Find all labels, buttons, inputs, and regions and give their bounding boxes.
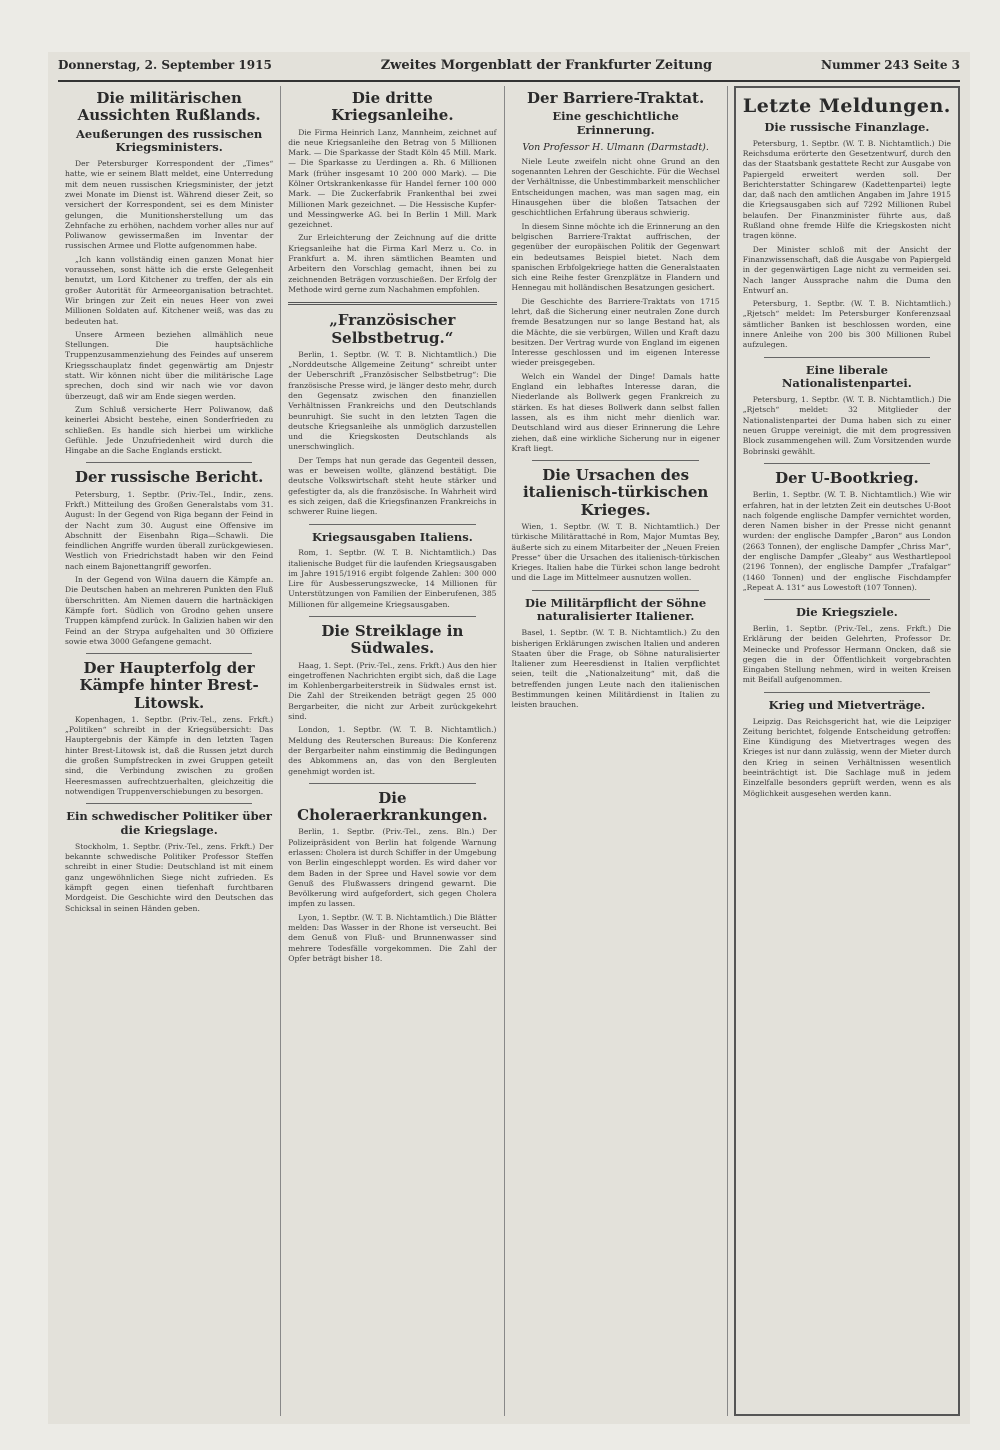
divider xyxy=(764,357,931,358)
subheadline: Aeußerungen des russischen Kriegsministers. xyxy=(76,126,263,155)
headline: Ein schwedischer Politiker über die Kriegslage. xyxy=(66,809,272,838)
paragraph: Wien, 1. Septbr. (W. T. B. Nichtamtlich.) Der türkische Militärattaché in Rom, Major Mumtas Bey, äußerte sich zu einem Mitarbeiter der „Neuen Freien Presse“ über die Ursachen des italienisch-türkischen Krieges. Italien habe die Türkei schon lange bedroht und die Lage im Mittelmeer ausnutzen wollen. xyxy=(511,521,720,583)
paragraph: In diesem Sinne möchte ich die Erinnerung an den belgischen Barriere-Traktat auffrischen, der gegenüber der europäischen Politik der Gegenwart ein bedeutsames Beispiel bietet. Nach dem spanischen Erbfolgekriege hatten die Generalstaaten sich eine Reihe fester Grenzplätze in Flandern und Hennegau mit holländischen Besatzungen gesichert. xyxy=(511,221,720,293)
divider xyxy=(764,599,931,600)
headline: Der russische Bericht. xyxy=(74,468,264,487)
article-barrier-treaty xyxy=(512,90,720,454)
paragraph: Haag, 1. Sept. (Priv.-Tel., zens. Frkft.) Aus den hier eingetroffenen Nachrichten ergibt sich, daß die Lage im Kohlenbergarbeiterstreik in Südwales ernst ist. Die Zahl der Streikenden beträgt gegen 25 000 Bergarbeiter, die nicht zur Arbeit zurückgekehrt sind. xyxy=(288,660,497,722)
headline: Die Streiklage in Südwales. xyxy=(321,622,464,658)
column-2 xyxy=(281,86,504,1416)
paragraph: Unsere Armeen beziehen allmählich neue Stellungen. Die hauptsächliche Truppenzusammenziehung des Feindes auf unserem Kriegsschauplatz findet gegenwärtig am Dnjestr statt. Wir können nicht über die militärische Lage sprechen, doch sind wir nach wie vor davon überzeugt, daß wir am Ende siegen werden. xyxy=(65,329,274,401)
article-brest-litowsk xyxy=(65,660,273,797)
headline: Die Kriegsziele. xyxy=(795,605,898,620)
paragraph: Petersburg, 1. Septbr. (W. T. B. Nichtamtlich.) Die „Rjetsch“ meldet: 32 Mitglieder der Nationalistenpartei der Duma haben sich zu einer neuen Gruppe vereinigt, die mit dem progressiven Block zusammengehen will. Zum Vorsitzenden wurde Bobrinski gewählt. xyxy=(742,395,951,456)
article-strike-wales xyxy=(288,623,496,777)
article-war-loan xyxy=(288,90,496,295)
paragraph: Berlin, 1. Septbr. (Priv.-Tel., zens. Frkft.) Die Erklärung der beiden Gelehrten, Professor Dr. Meinecke und Professor Hermann Oncken, daß sie gegen die in der Öffentlichkeit vorgebrachten Eingaben Stellung nehmen, wird in weiten Kreisen mit Beifall aufgenommen. xyxy=(742,623,951,685)
masthead xyxy=(58,58,960,82)
paragraph: Berlin, 1. Septbr. (W. T. B. Nichtamtlich.) Die „Norddeutsche Allgemeine Zeitung“ schreibt unter der Ueberschrift „Französischer Selbstbetrug“: Die französische Presse wird, je länger desto mehr, durch den Gegensatz zwischen den finanziellen Verhältnissen Frankreichs und den Deutschlands beunruhigt. Sie sucht in den letzten Tagen die deutsche Kriegsanleihe als unmöglich darzustellen und die Kriegskosten Deutschlands als unerschwinglich. xyxy=(288,349,497,452)
headline: Krieg und Mietverträge. xyxy=(768,697,926,712)
paragraph: Petersburg, 1. Septbr. (Priv.-Tel., Indir., zens. Frkft.) Mitteilung des Großen Generalstabs vom 31. August: In der Gegend von Riga begann der Feind in der Nacht zum 30. August eine Offensive im Abschnitt der Eisenbahn Riga—Schawli. Die feindlichen Angriffe wurden überall zurückgewiesen. Westlich von Friedrichstadt haben wir den Feind nach einem Bajonettangriff geworfen. xyxy=(65,489,274,571)
divider xyxy=(288,302,496,305)
divider xyxy=(764,463,931,464)
paragraph: Die Geschichte des Barriere-Traktats von 1715 lehrt, daß die Sicherung einer neutralen Zone durch fremde Besatzungen nur so lange Bestand hat, als die Mächte, die sie verbürgen, Willen und Kraft dazu besitzen. Der Vertrag wurde von England im eigenen Interesse geschlossen und im eigenen Interesse wieder preisgegeben. xyxy=(511,296,720,368)
paragraph: In der Gegend von Wilna dauern die Kämpfe an. Die Deutschen haben an mehreren Punkten den Fluß überschritten. Am Niemen dauern die hartnäckigen Kämpfe fort. Südlich von Grodno gehen unsere Truppen kämpfend zurück. In Galizien haben wir den Feind an der Strypa aufgehalten und 30 Offiziere sowie etwa 3000 Gefangene gemacht. xyxy=(65,575,274,646)
paragraph: Der Minister schloß mit der Ansicht der Finanzwissenschaft, daß die Ausgabe von Papiergeld in der gegenwärtigen Lage nicht zu vermeiden sei. Nach langer Aussprache nahm die Duma den Entwurf an. xyxy=(742,244,951,295)
subheadline: Eine geschichtliche Erinnerung. xyxy=(552,109,679,138)
paragraph: Die Firma Heinrich Lanz, Mannheim, zeichnet auf die neue Kriegsanleihe den Betrag von 5 Millionen Mark. — Die Sparkasse der Stadt Köln 45 Mill. Mark. — Die Sparkasse zu Uerdingen a. Rh. 6 Millionen Mark (früher insgesamt 10 200 000 Mark). — Die Kölner Ortskrankenkasse für Handel ferner 100 000 Mark. — Die Zuckerfabrik Frankenthal bei zwei Millionen Mark gezeichnet. — Die Hessische Kupfer- und Messingwerke AG. bei In Berlin 1 Mill. Mark gezeichnet. xyxy=(288,127,497,230)
columns xyxy=(58,86,960,1416)
column-4-latest-news xyxy=(734,86,960,1416)
article-cholera xyxy=(288,790,496,964)
paragraph: Stockholm, 1. Septbr. (Priv.-Tel., zens. Frkft.) Der bekannte schwedische Politiker Professor Steffen schreibt in einer Studie: Deutschland ist mit einem ganz ungewöhnlichen Siege nicht zufrieden. Es kämpft gegen einen tiefenhaft furchtbaren Mordgeist. Die Geschichte wird den Deutschen das Schicksal in seinen Händen geben. xyxy=(65,841,274,913)
masthead-date: Donnerstag, 2. September 1915 xyxy=(58,58,272,72)
masthead-page-number: Nummer 243 Seite 3 xyxy=(820,58,960,72)
paragraph: Der Temps hat nun gerade das Gegenteil dessen, was er beweisen wollte, glänzend bestätigt. Die deutsche Volkswirtschaft steht heute stärker und gefestigter da, als die französische. In Wahrheit wird es sich zeigen, daß die Kriegsfinanzen Frankreichs in schwerer Ruine liegen. xyxy=(288,455,497,517)
headline: Eine liberale Nationalistenpartei. xyxy=(781,362,912,391)
headline: „Französischer Selbstbetrug.“ xyxy=(329,311,456,347)
paragraph: Kopenhagen, 1. Septbr. (Priv.-Tel., zens. Frkft.) „Politiken“ schreibt in der Kriegsübersicht: Das Hauptergebnis der Kämpfe in den letzten Tagen hinter Brest-Litowsk ist, daß die Russen jetzt durch die großen Sumpfstrecken in zwei Gruppen geteilt sind, die Verbindung zwischen zu großen Heeresmassen aufrechtzuerhalten, gleichzeitig die notwendigen Truppenverschiebungen zu besorgen. xyxy=(65,714,274,796)
paragraph: Niele Leute zweifeln nicht ohne Grund an den sogenannten Lehren der Geschichte. Für die Wechsel der Verhältnisse, die Unbestimmbarkeit menschlicher Entscheidungen machen, was man sagen mag, ein Hinausgehen über die bloßen Tatsachen der geschichtlichen Erfahrung überaus schwierig. xyxy=(511,156,720,218)
paragraph: London, 1. Septbr. (W. T. B. Nichtamtlich.) Meldung des Reuterschen Bureaus: Die Konferenz der Bergarbeiter nahm einstimmig die Bedingungen des Abkommens an, das von den Bergleuten genehmigt worden ist. xyxy=(288,725,497,776)
article-russian-report xyxy=(65,469,273,647)
headline: Die militärischen Aussichten Rußlands. xyxy=(77,89,261,125)
byline: Von Professor H. Ulmann (Darmstadt). xyxy=(522,141,709,153)
divider xyxy=(86,653,253,654)
article-war-aims xyxy=(743,606,951,686)
article-rental-contracts xyxy=(743,699,951,799)
paragraph: Leipzig. Das Reichsgericht hat, wie die Leipziger Zeitung berichtet, folgende Entscheidung getroffen: Eine Kündigung des Mietvertrages wegen des Krieges ist nur dann zulässig, wenn der Mieter durch den Krieg in seinen Verhältnissen wesentlich beeinträchtigt ist. Die Sachlage muß in jedem Einzelfalle besonders geprüft werden, wenn es als Möglichkeit ausgesehen werden kann. xyxy=(742,716,951,798)
headline: Die Ursachen des italienisch-türkischen Krieges. xyxy=(522,466,709,519)
masthead-title: Zweites Morgenblatt der Frankfurter Zeitung xyxy=(380,58,713,73)
paragraph: „Ich kann vollständig einen ganzen Monat hier voraussehen, sonst hätte ich die erste Gelegenheit benutzt, um Lord Kitchener zu treffen, der als ein großer Autorität für Armeeorganisation betrachtet. Wir bringen zur Zeit ein neues Heer von zwei Millionen Soldaten auf. Kitchener weiß, was das zu bedeuten hat. xyxy=(65,254,274,326)
paragraph: Berlin, 1. Septbr. (W. T. B. Nichtamtlich.) Wie wir erfahren, hat in der letzten Zeit ein deutsches U-Boot nach folgende englische Dampfer vernichtet worden, deren Namen bisher in der Presse nicht genannt wurden: der englische Dampfer „Baron“ aus London (2663 Tonnen), der englische Dampfer „Chriss Mar“, der englische Dampfer „Gleaby“ aus Westhartlepool (2196 Tonnen), der englische Dampfer „Trafalgar“ (1460 Tonnen) und der englische Fischdampfer „Repeat A. 131“ aus Lowestoft (107 Tonnen). xyxy=(742,490,951,592)
article-french-self-deception xyxy=(288,312,496,517)
headline: Letzte Meldungen. xyxy=(742,95,951,117)
article-russian-prospects xyxy=(65,90,273,456)
headline: Der U-Bootkrieg. xyxy=(775,468,919,487)
article-italo-turkish-war xyxy=(512,467,720,584)
headline: Die Militärpflicht der Söhne naturalisierter Italiener. xyxy=(525,595,707,624)
article-italian-expenses xyxy=(288,531,496,611)
divider xyxy=(86,803,253,804)
paragraph: Zur Erleichterung der Zeichnung auf die dritte Kriegsanleihe hat die Firma Karl Merz u. Co. in Frankfurt a. M. ihren sämtlichen Beamten und Arbeitern den Vorschlag gemacht, ihnen bei zu zeichnenden Beträgen vorzuschießen. Der Erfolg der Methode wird gerne zum Nachahmen empfohlen. xyxy=(288,233,497,294)
headline: Die dritte Kriegsanleihe. xyxy=(331,89,454,125)
headline: Kriegsausgaben Italiens. xyxy=(311,529,473,544)
divider xyxy=(309,524,476,525)
article-russian-finances xyxy=(743,96,951,351)
article-swedish-politician xyxy=(65,810,273,914)
column-3 xyxy=(505,86,728,1416)
article-u-boat-war xyxy=(743,470,951,593)
headline: Der Haupterfolg der Kämpfe hinter Brest-Litowsk. xyxy=(79,659,259,712)
newspaper-page xyxy=(48,52,970,1424)
paragraph: Zum Schluß versicherte Herr Poliwanow, daß keinerlei Absicht bestehe, einen Sonderfrieden zu schließen. Es handle sich hierbei um wirkliche Gefühle. Jede Unzufriedenheit wird durch die Hingabe an die Sache Englands erstickt. xyxy=(65,404,274,456)
paragraph: Lyon, 1. Septbr. (W. T. B. Nichtamtlich.) Die Blätter melden: Das Wasser in der Rhone ist verseucht. Bei dem Genuß von Fluß- und Brunnenwasser sind mehrere Todesfälle vorgekommen. Die Zahl der Opfer beträgt bisher 18. xyxy=(288,912,497,963)
divider xyxy=(309,616,476,617)
column-1 xyxy=(58,86,281,1416)
paragraph: Berlin, 1. Septbr. (Priv.-Tel., zens. Bln.) Der Polizeipräsident von Berlin hat folgende Warnung erlassen: Cholera ist durch Schiffer in der Umgebung von Berlin eingeschleppt worden. Es wird daher vor dem Baden in der Spree und Havel sowie vor dem Genuß des Flußwassers dringend gewarnt. Die Bevölkerung wird aufgefordert, sich gegen Cholera impfen zu lassen. xyxy=(288,827,497,909)
article-liberal-nationalists xyxy=(743,364,951,457)
divider xyxy=(309,783,476,784)
article-military-duty xyxy=(512,597,720,711)
divider xyxy=(532,590,699,591)
headline: Die Choleraerkrankungen. xyxy=(297,788,488,825)
divider xyxy=(86,462,253,463)
subheadline: Die russische Finanzlage. xyxy=(764,119,930,134)
paragraph: Der Petersburger Korrespondent der „Times“ hatte, wie er seinem Blatt meldet, eine Unterredung mit dem neuen russischen Kriegsminister, der jetzt zwei Monate im Dienst ist. Während dieser Zeit, so versichert der Korrespondent, sei es dem Minister gelungen, die Munitionsherstellung um das Zehnfache zu erhöhen, nachdem vorher alles nur auf Poliwanow gewissermaßen im Inventar der russischen Armee und Flotte aufgenommen habe. xyxy=(65,159,274,251)
divider xyxy=(764,692,931,693)
paragraph: Petersburg, 1. Septbr. (W. T. B. Nichtamtlich.) „Rjetsch“ meldet: Im Petersburger Konferenzsaal sämtlicher Banken ist beschlossen worden, eine innere Anleihe von 200 bis 300 Millionen Rubel aufzulegen. xyxy=(742,299,951,350)
paragraph: Rom, 1. Septbr. (W. T. B. Nichtamtlich.) Das italienische Budget für die laufenden Kriegsausgaben im Jahre 1915/1916 ergibt folgende Zahlen: 300 000 Lire für Ausbesserungszwecke, 14 Millionen für Unterstützungen von Familien der Einberufenen, 385 Millionen für allgemeine Kriegsausgaben. xyxy=(288,548,497,609)
divider xyxy=(532,460,699,461)
headline: Der Barriere-Traktat. xyxy=(527,89,705,107)
paragraph: Petersburg, 1. Septbr. (W. T. B. Nichtamtlich.) Die Reichsduma erörterte den Gesetzentwurf, durch den das der Staatsbank gestattete Recht zur Ausgabe von Papiergeld erweitert werden soll. Der Berichterstatter Schingarew (Kadettenpartei) legte dar, daß nach den amtlichen Angaben im Jahre 1915 die Kriegsausgaben sich auf 7292 Millionen Rubel belaufen. Der Finanzminister führte aus, daß Rußland ohne fremde Hilfe die Kriegskosten nicht tragen könne. xyxy=(742,138,951,241)
paragraph: Basel, 1. Septbr. (W. T. B. Nichtamtlich.) Zu den bisherigen Erklärungen zwischen Italien und anderen Staaten über die Frage, ob Söhne naturalisierter Italiener zum Heeresdienst in Italien verpflichtet seien, teilt die „Nationalzeitung“ mit, daß die betreffenden jungen Leute nach den italienischen Bestimmungen keinen Militärdienst in Italien zu leisten brauchen. xyxy=(511,628,720,710)
paragraph: Welch ein Wandel der Dinge! Damals hatte England ein lebhaftes Interesse daran, die Niederlande als Bollwerk gegen Frankreich zu stärken. Es hat dieses Bollwerk dann selbst fallen lassen, als es ihm nicht mehr dienlich war. Deutschland wird aus dieser Erinnerung die Lehre ziehen, daß eine wirkliche Sicherung nur in eigener Kraft liegt. xyxy=(511,371,720,453)
